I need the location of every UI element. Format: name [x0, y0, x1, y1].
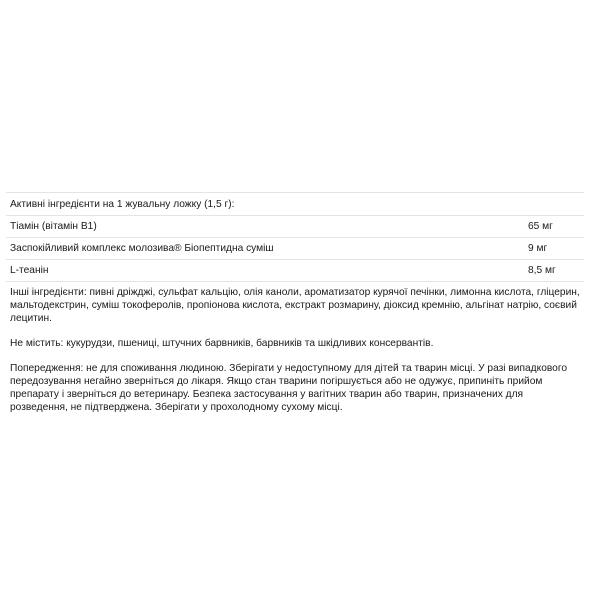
ingredient-name: L-теанін [6, 260, 528, 282]
supplement-facts-header: Активні інгредієнти на 1 жувальну ложку (1,5 г): [6, 193, 584, 216]
product-info-panel [6, 192, 590, 414]
ingredient-amount: 65 мг [528, 216, 584, 238]
ingredient-amount: 9 мг [528, 238, 584, 260]
supplement-facts-header-row [6, 193, 584, 216]
ingredient-name: Тіамін (вітамін B1) [6, 216, 528, 238]
table-row [6, 216, 584, 238]
table-row [6, 238, 584, 260]
ingredient-amount: 8,5 мг [528, 260, 584, 282]
warning-text: Попередження: не для споживання людиною. Зберігати у недоступному для дітей та тварин місці. У разі випадкового передозування негайно зверніться до лікаря. Якщо стан тварини погіршується або не одужує, припиніть прийом препарату і зверніться до ветеринару. Безпека застосування у вагітних тварин або тварин, призначених для розведення, не підтверджена. Зберігати у прохолодному сухому місці. [10, 363, 567, 413]
ingredient-name: Заспокійливий комплекс молозива® Біопептидна суміш [6, 238, 528, 260]
table-row [6, 260, 584, 282]
supplement-facts-table [6, 192, 584, 282]
other-ingredients-text: Інші інгредієнти: пивні дріжджі, сульфат кальцію, олія каноли, ароматизатор курячої печінки, лимонна кислота, гліцерин, мальтодекстрин, суміш токоферолів, пропіонова кислота, екстракт розмарину, діоксид кремнію, альгінат натрію, соєвий лецитин. [10, 287, 580, 324]
free-from-text: Не містить: кукурудзи, пшениці, штучних барвників, барвників та шкідливих консервантів. [10, 338, 434, 349]
